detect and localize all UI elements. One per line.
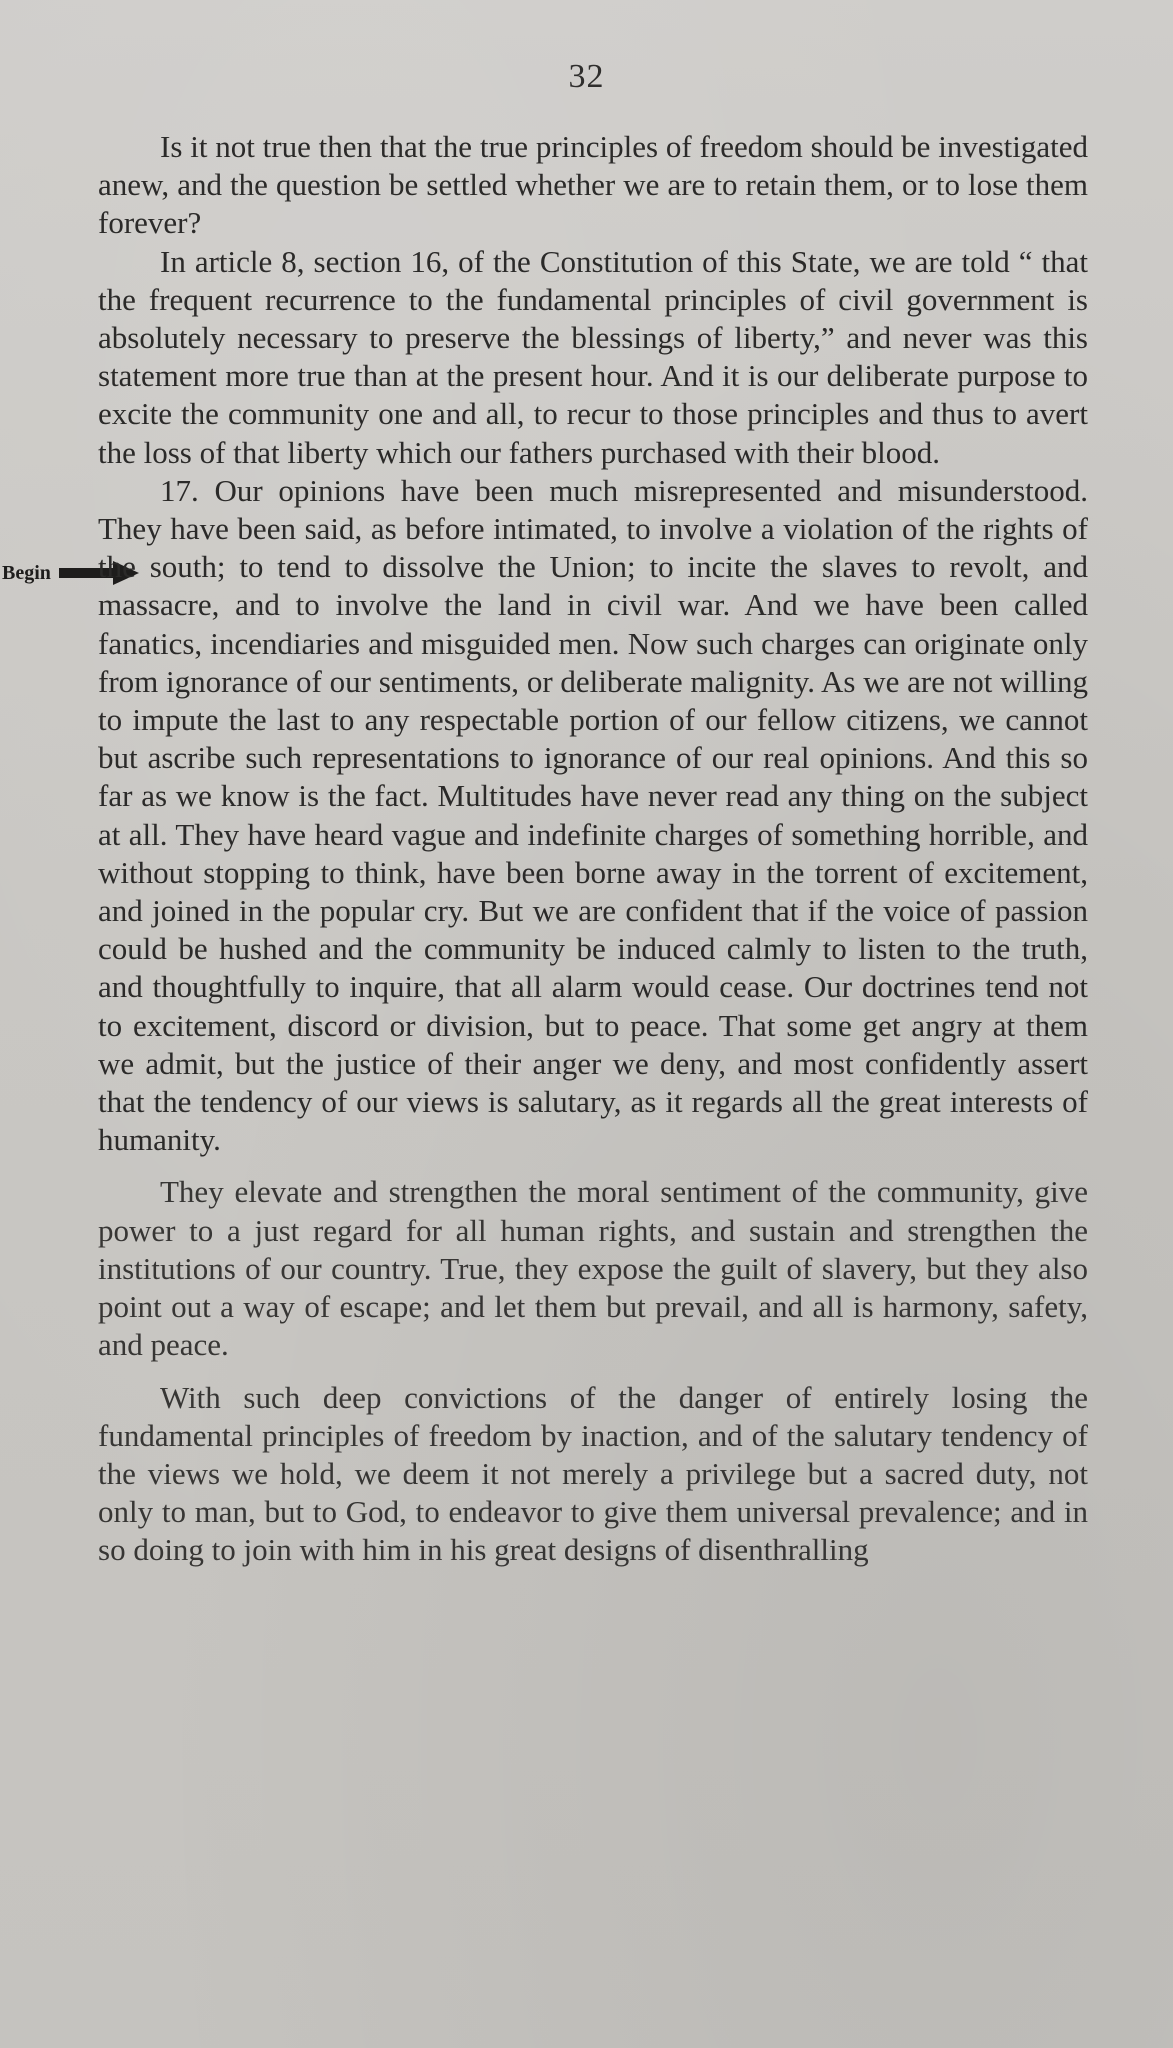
paragraph-2: In article 8, section 16, of the Constitution of this State, we are told “ that the frequent recurrence to the fundamental principles of civil government is absolutely necessary to preserve the blessings of liberty,” and never was this statement more true than at the present hour. And it is our deliberate purpose to excite the community one and all, to recur to those principles and thus to avert the loss of that liberty which our fathers purchased with their blood. xyxy=(98,243,1088,470)
paragraph-3: 17. Our opinions have been much misrepresented and misunderstood. They have been said, as before intimated, to involve a violation of the rights of the south; to tend to dissolve the Union; to incite the slaves to revolt, and massacre, and to involve the land in civil war. And we have been called fanatics, incendiaries and misguided men. Now such charges can originate only from ignorance of our sentiments, or deliberate malignity. As we are not willing to impute the last to any respectable portion of our fellow citizens, we cannot but ascribe such representations to ignorance of our real opinions. And this so far as we know is the fact. Multitudes have never read any thing on the subject at all. They have heard vague and indefinite charges of something horrible, and without stopping to think, have been borne away in the torrent of excitement, and joined in the popular cry. But we are confident that if the voice of passion could be hushed and the community be induced calmly to listen to the truth, and thoughtfully to inquire, that all alarm would cease. Our doctrines tend not to excitement, discord or division, but to peace. That some get angry at them we admit, but the justice of their anger we deny, and most confidently assert that the tendency of our views is salutary, as it regards all the great interests of humanity. xyxy=(98,472,1088,1158)
paragraph-4: They elevate and strengthen the moral sentiment of the community, give power to a just regard for all human rights, and sustain and strengthen the institutions of our country. True, they expose the guilt of slavery, but they also point out a way of escape; and let them but prevail, and all is harmony, safety, and peace. xyxy=(98,1174,1088,1363)
page-number: 32 xyxy=(568,58,605,95)
body-text xyxy=(98,128,1088,1570)
begin-label: Begin xyxy=(2,561,51,584)
paragraph-1: Is it not true then that the true principles of freedom should be investigated anew, and the question be settled whether we are to retain them, or to lose them forever? xyxy=(98,129,1088,241)
paragraph-5: With such deep convictions of the danger of entirely losing the fundamental principles of freedom by inaction, and of the salutary tendency of the views we hold, we deem it not merely a privilege but a sacred duty, not only to man, but to God, to endeavor to give them universal prevalence; and in so doing to join with him in his great designs of disenthralling xyxy=(98,1379,1088,1568)
